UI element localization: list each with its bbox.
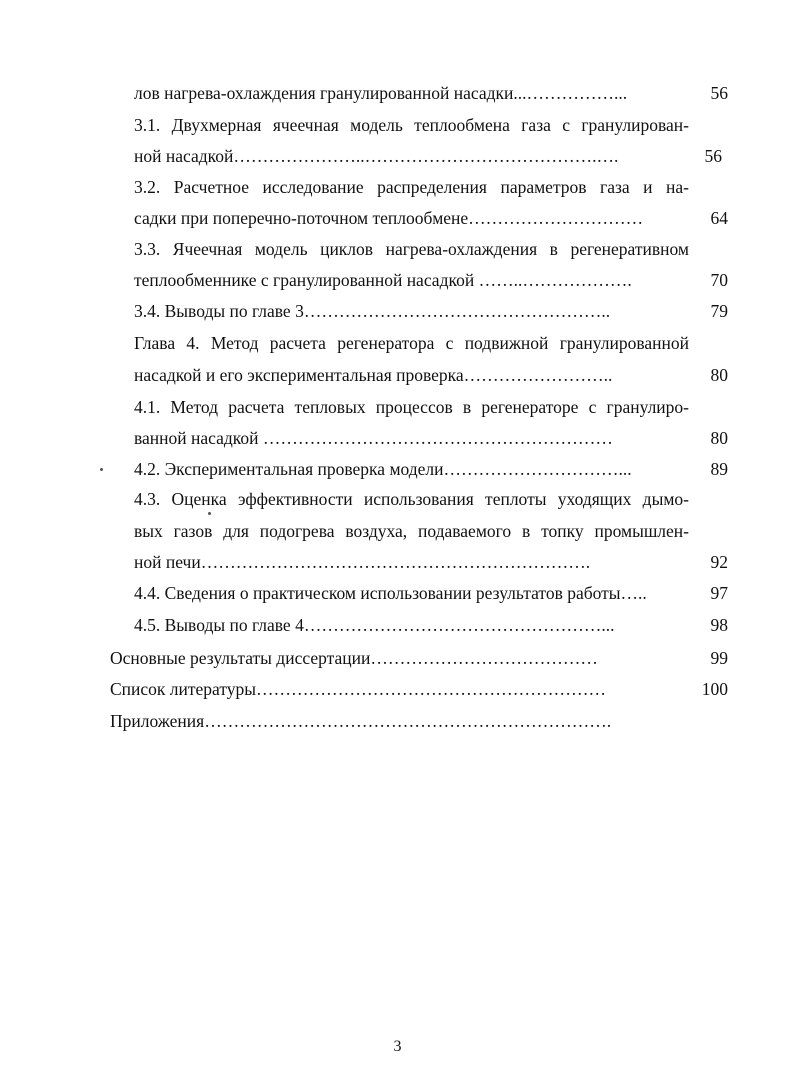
toc-entry-text: 3.3. Ячеечная модель циклов нагрева-охлаждения в регенеративном	[134, 239, 689, 259]
toc-entry-text: насадкой и его экспериментальная проверка……………………..	[134, 365, 613, 385]
toc-entry-text: 4.2. Экспериментальная проверка модели…………………………...	[134, 459, 632, 479]
toc-entry-text: 4.5. Выводы по главе 4……………………………………………...	[134, 615, 615, 635]
toc-entry-text: лов нагрева-охлаждения гранулированной насадки...……………...	[134, 83, 628, 103]
toc-entry-text: ной печи………………………………………………………….	[134, 552, 591, 572]
toc-entry-text: 4.1. Метод расчета тепловых процессов в регенераторе с гранулиро-	[134, 397, 689, 417]
toc-entry-text: теплообменнике с гранулированной насадкой ……..……………….	[134, 270, 632, 290]
toc-page-number: 99	[710, 648, 728, 668]
scan-speck	[208, 512, 211, 515]
toc-entry-text: 4.3. Оценка эффективности использования теплоты уходящих дымо-	[134, 489, 689, 509]
toc-entry-text: ной насадкой…………………..………………………………….….	[134, 146, 619, 166]
toc-page-number: 97	[710, 583, 728, 603]
toc-page-number: 100	[701, 679, 728, 699]
toc-entry-text: 3.4. Выводы по главе 3……………………………………………..	[134, 301, 611, 321]
toc-page-number: 70	[710, 270, 728, 290]
toc-page-number: 92	[710, 552, 728, 572]
toc-entry-text: Глава 4. Метод расчета регенератора с подвижной гранулированной	[134, 333, 689, 353]
toc-entry-text: Основные результаты диссертации…………………………………	[110, 648, 598, 668]
toc-page-number: 56	[710, 83, 728, 103]
toc-entry-text: вых газов для подогрева воздуха, подаваемого в топку промышлен-	[134, 521, 689, 541]
toc-entry-text: Приложения…………………………………………………………….	[110, 711, 612, 731]
scan-speck	[100, 468, 103, 471]
toc-page-number: 64	[710, 208, 728, 228]
toc-page-number: 56	[704, 146, 722, 166]
toc-page-number: 80	[710, 428, 728, 448]
toc-entry-text: садки при поперечно-поточном теплообмене…………………………	[134, 208, 644, 228]
toc-page-number: 98	[710, 615, 728, 635]
toc-entry-text: 4.4. Сведения о практическом использовании результатов работы…..	[134, 583, 647, 603]
toc-entry-text: 3.2. Расчетное исследование распределения параметров газа и на-	[134, 177, 689, 197]
toc-entry-text: Список литературы……………………………………………………	[110, 679, 607, 699]
page-number: 3	[393, 1038, 402, 1055]
toc-page-number: 89	[710, 459, 728, 479]
toc-page-number: 80	[710, 365, 728, 385]
toc-entry-text: 3.1. Двухмерная ячеечная модель теплообмена газа с гранулирован-	[134, 115, 689, 135]
toc-entry-text: ванной насадкой ……………………………………………………	[134, 428, 613, 448]
toc-page-number: 79	[710, 301, 728, 321]
